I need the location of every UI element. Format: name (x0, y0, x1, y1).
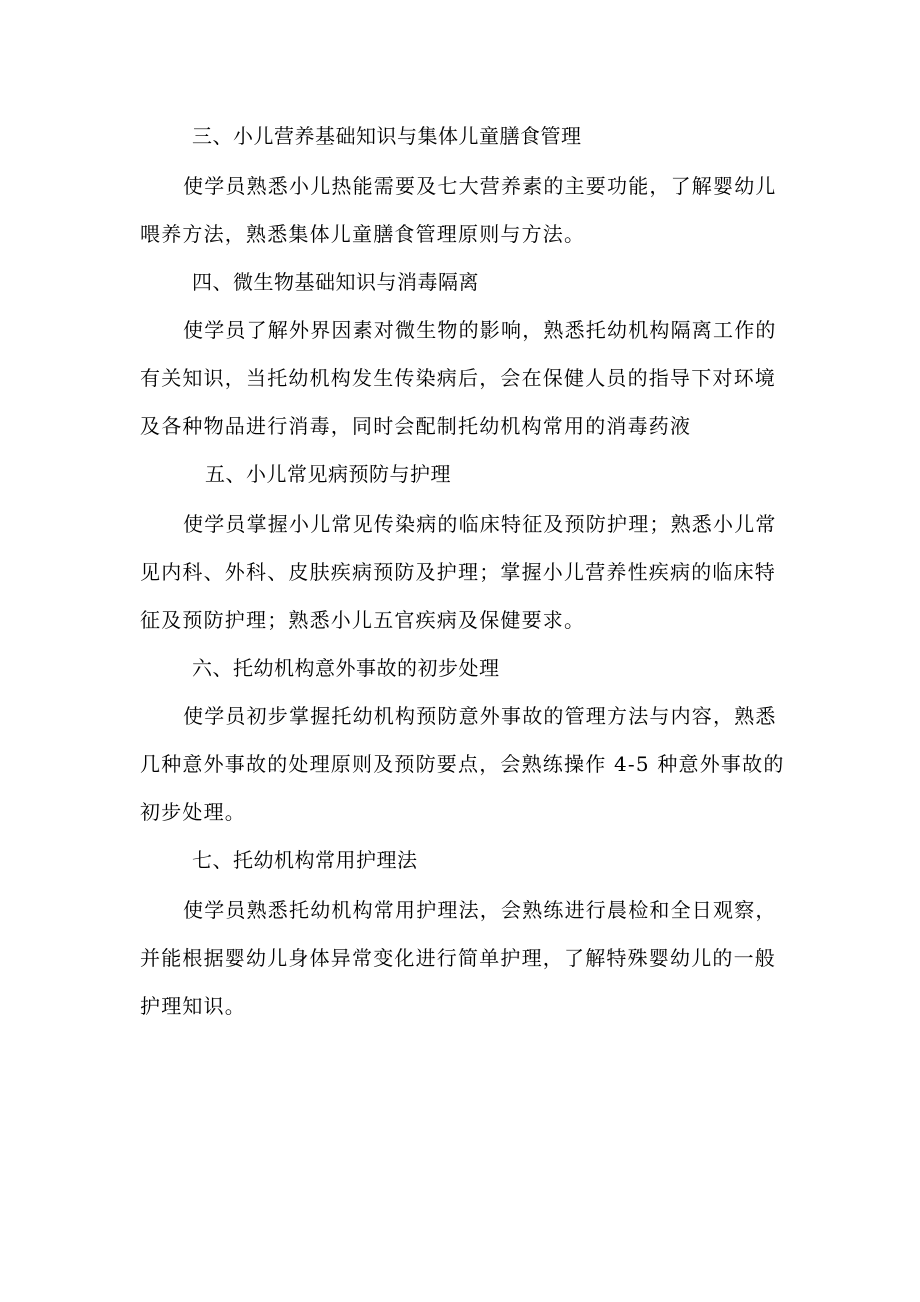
section-heading-6: 六、托幼机构意外事故的初步处理 (192, 656, 500, 680)
section-heading-4: 四、微生物基础知识与消毒隔离 (192, 270, 479, 294)
section-5-line-1: 使学员掌握小儿常见传染病的临床特征及预防护理；熟悉小儿常 (183, 512, 777, 536)
section-3-line-1: 使学员熟悉小儿热能需要及七大营养素的主要功能，了解婴幼儿 (183, 174, 777, 198)
section-heading-3: 三、小儿营养基础知识与集体儿童膳食管理 (192, 124, 582, 148)
section-7-line-2: 并能根据婴幼儿身体异常变化进行简单护理，了解特殊婴幼儿的一般 (140, 946, 776, 970)
section-5-line-2: 见内科、外科、皮肤疾病预防及护理；掌握小儿营养性疾病的临床特 (140, 560, 776, 584)
section-7-line-1: 使学员熟悉托幼机构常用护理法，会熟练进行晨检和全日观察， (183, 898, 777, 922)
section-6-line-3: 初步处理。 (140, 800, 246, 824)
section-7-line-3: 护理知识。 (140, 994, 246, 1018)
section-heading-5: 五、小儿常见病预防与护理 (205, 462, 451, 486)
section-4-line-1: 使学员了解外界因素对微生物的影响，熟悉托幼机构隔离工作的 (183, 318, 777, 342)
section-6-line-2: 几种意外事故的处理原则及预防要点，会熟练操作 4-5 种意外事故的 (140, 752, 785, 776)
section-heading-7: 七、托幼机构常用护理法 (192, 848, 418, 872)
section-6-line-1: 使学员初步掌握托幼机构预防意外事故的管理方法与内容，熟悉 (183, 704, 777, 728)
section-3-line-2: 喂养方法，熟悉集体儿童膳食管理原则与方法。 (140, 222, 586, 246)
section-4-line-2: 有关知识，当托幼机构发生传染病后，会在保健人员的指导下对环境 (140, 366, 776, 390)
section-5-line-3: 征及预防护理；熟悉小儿五官疾病及保健要求。 (140, 608, 586, 632)
section-4-line-3: 及各种物品进行消毒，同时会配制托幼机构常用的消毒药液 (140, 414, 692, 438)
